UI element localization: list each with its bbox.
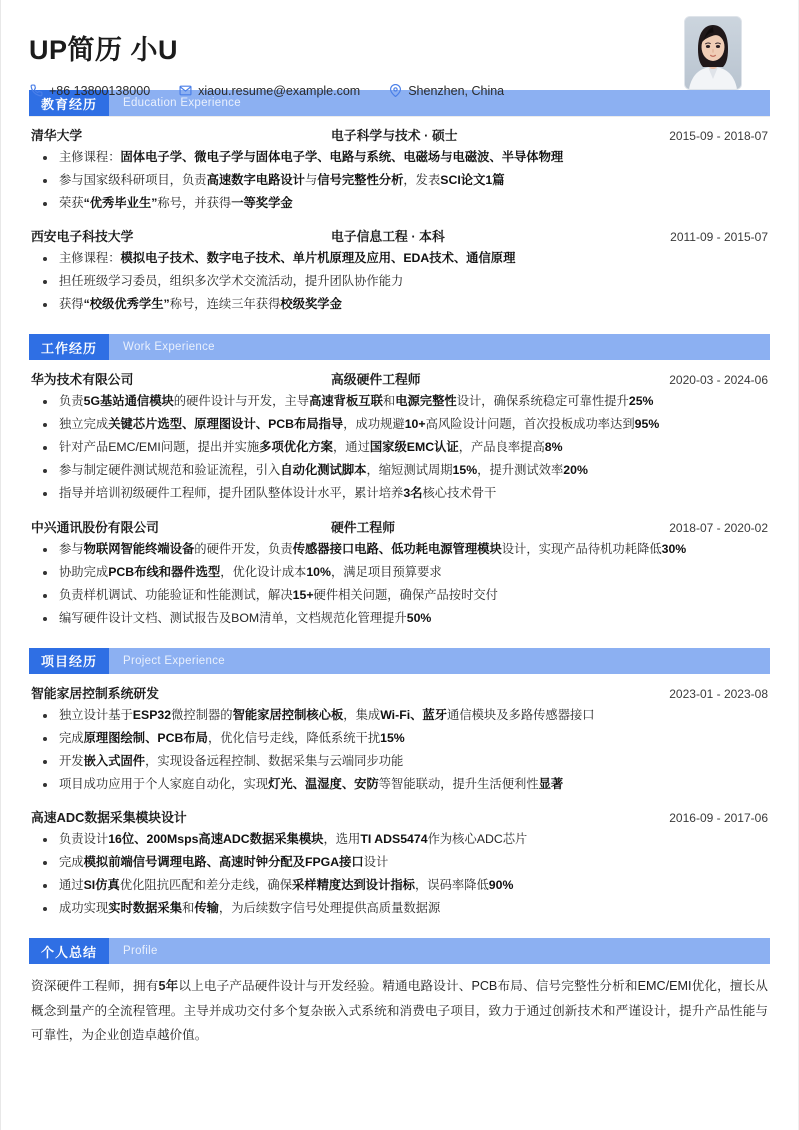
text-run: SCI论文1篇: [440, 173, 505, 188]
text-run: 参与: [59, 541, 84, 556]
text-run: 高风险设计问题，首次投板成功率达到: [425, 417, 635, 432]
text-run: 15%: [380, 730, 405, 745]
text-run: ，成功规避: [343, 417, 405, 432]
section-title-en: Work Experience: [123, 341, 215, 354]
entry-organization: 智能家居控制系统研发: [31, 685, 159, 701]
text-run: 与: [304, 173, 318, 188]
text-run: 设计，确保系统稳定可靠性提升: [456, 394, 629, 409]
text-run: 关键芯片选型、原理图设计、PCB布局指导: [108, 417, 344, 432]
entry-date: 2020-03 - 2024-06: [669, 373, 768, 388]
entry-header: [29, 517, 770, 536]
text-run: TI ADS5474: [360, 831, 428, 846]
text-run: ，产品良率提高: [458, 440, 545, 455]
text-run: 设计，实现产品待机功耗降低: [501, 541, 662, 556]
text-run: 独立设计基于: [59, 707, 133, 722]
section-gap: [29, 922, 770, 938]
entry-organization: 中兴通讯股份有限公司: [31, 519, 159, 535]
text-run: 主修课程：: [59, 251, 121, 266]
bullet-item: [29, 295, 770, 314]
email-icon: [178, 84, 192, 98]
text-run: 荣获: [59, 196, 84, 211]
text-run: 8%: [544, 440, 563, 455]
text-run: 指导并培训初级硬件工程师，提升团队整体设计水平，累计培养: [59, 486, 404, 501]
bullet-item: [29, 171, 770, 190]
text-run: ，优化设计成本: [220, 564, 307, 579]
text-run: 担任班级学习委员，组织多次学术交流活动，提升团队协作能力: [59, 274, 404, 289]
text-run: 针对产品EMC/EMI问题，提出并实施: [59, 440, 260, 455]
page-title: UP简历 小U: [29, 35, 179, 65]
text-run: 负责设计: [59, 831, 109, 846]
section-header-profile: [29, 938, 770, 964]
text-run: ，误码率降低: [414, 877, 489, 892]
text-run: 通过: [59, 877, 84, 892]
section-header-work: [29, 334, 770, 360]
text-run: 15+: [292, 587, 314, 602]
section-title-en: Profile: [123, 945, 158, 958]
text-run: 负责: [59, 394, 84, 409]
entry-header: [29, 369, 770, 388]
section-gap: [29, 318, 770, 334]
text-run: 和: [382, 394, 396, 409]
entry-role: 电子信息工程 · 本科: [331, 229, 445, 245]
bullet-item: [29, 540, 770, 559]
text-run: 等智能联动，提升生活便利性: [378, 776, 539, 791]
entry-role: 高级硬件工程师: [331, 372, 421, 388]
text-run: ，选用: [323, 831, 361, 846]
text-run: 完成: [59, 730, 84, 745]
text-run: 固体电子学、微电子学与固体电子学、电路与系统、电磁场与电磁波、半导体物理: [120, 150, 564, 164]
resume-body: [1, 90, 798, 1048]
text-run: 传输: [194, 901, 219, 916]
contact-location[interactable]: [388, 84, 504, 98]
text-run: “校级优秀学生”: [83, 297, 170, 312]
section-title-cn: 教育经历: [29, 90, 109, 116]
entry-header: [29, 683, 770, 702]
text-run: 30%: [661, 541, 687, 556]
bullet-item: [29, 148, 770, 167]
section-title-en: Project Experience: [123, 654, 225, 667]
resume-header: [29, 0, 770, 98]
text-run: 物联网智能终端设备: [83, 541, 195, 556]
text-run: 90%: [488, 877, 514, 892]
entry-date: 2023-01 - 2023-08: [669, 686, 768, 701]
text-run: Wi-Fi、蓝牙: [380, 707, 448, 722]
contact-email-value: xiaou.resume@example.com: [198, 83, 361, 98]
text-run: 的硬件开发，负责: [194, 541, 293, 556]
bullet-item: [29, 438, 770, 457]
profile-paragraph: [29, 964, 770, 1048]
phone-icon: [29, 84, 43, 98]
text-run: 采样精度达到设计指标: [292, 877, 415, 892]
bullet-item: [29, 706, 770, 725]
avatar: [684, 16, 742, 90]
bullet-item: [29, 752, 770, 771]
bullet-item: [29, 729, 770, 748]
text-run: 主修课程：: [59, 150, 121, 164]
entry-bullet-list: [29, 148, 770, 213]
header-area: [1, 0, 798, 98]
section-body-education: [29, 116, 770, 314]
text-run: 一等奖学金: [231, 196, 293, 211]
entry: [29, 360, 770, 503]
bullet-item: [29, 392, 770, 411]
entry-bullet-list: [29, 830, 770, 918]
text-run: 原理图绘制、PCB布局: [83, 730, 208, 745]
text-run: 称号，并获得: [157, 196, 232, 211]
text-run: 的硬件设计与开发，主导: [173, 394, 310, 409]
entry-organization: 高速ADC数据采集模块设计: [31, 809, 187, 825]
text-run: ，满足项目预算要求: [330, 564, 442, 579]
entry: [29, 116, 770, 213]
entry: [29, 674, 770, 794]
entry-organization: 清华大学: [31, 128, 83, 143]
text-run: 成功实现: [59, 901, 109, 916]
text-run: 15%: [452, 463, 478, 478]
text-run: 称号，连续三年获得: [169, 297, 281, 312]
bullet-item: [29, 461, 770, 480]
text-run: 模拟电子技术、数字电子技术、单片机原理及应用、EDA技术、通信原理: [120, 251, 516, 266]
text-run: 编写硬件设计文档、测试报告及BOM清单，文档规范化管理提升: [59, 610, 407, 625]
entry-bullet-list: [29, 706, 770, 794]
text-run: ，为后续数字信号处理提供高质量数据源: [218, 901, 441, 916]
text-run: SI仿真: [83, 877, 120, 892]
entry-date: 2018-07 - 2020-02: [669, 520, 768, 535]
text-run: 10+: [404, 417, 426, 432]
header-divider: [29, 116, 770, 117]
entry-role: 电子科学与技术 · 硕士: [331, 128, 458, 143]
text-run: 项目成功应用于个人家庭自动化，实现: [59, 776, 269, 791]
entry-date: 2011-09 - 2015-07: [670, 230, 768, 245]
contact-phone[interactable]: [29, 84, 150, 98]
text-run: ，发表: [403, 173, 441, 188]
text-run: 嵌入式固件: [83, 753, 146, 768]
section-body-project: [29, 674, 770, 918]
section-body-work: [29, 360, 770, 627]
text-run: 资深硬件工程师，拥有: [31, 979, 159, 994]
text-run: 核心技术骨干: [422, 486, 497, 501]
text-run: 高速背板互联: [309, 394, 383, 409]
text-run: 显著: [538, 776, 564, 791]
text-run: 参与制定硬件测试规范和验证流程，引入: [59, 463, 281, 478]
location-icon: [388, 84, 402, 98]
bullet-item: [29, 563, 770, 582]
text-run: 协助完成: [59, 564, 109, 579]
text-run: 负责样机调试、功能验证和性能测试，解决: [59, 587, 293, 602]
entry-organization: 华为技术有限公司: [31, 372, 134, 388]
text-run: 95%: [634, 417, 660, 432]
text-run: 多项优化方案: [259, 440, 333, 455]
text-run: 参与国家级科研项目，负责: [59, 173, 207, 188]
text-run: 自动化测试脚本: [280, 463, 367, 478]
text-run: 传感器接口电路、低功耗电源管理模块: [292, 541, 502, 556]
bullet-item: [29, 484, 770, 503]
section-title-cn: 工作经历: [29, 334, 109, 360]
text-run: 设计: [363, 854, 389, 869]
text-run: 信号完整性分析: [317, 173, 404, 188]
entry-header: [29, 226, 770, 245]
bullet-item: [29, 272, 770, 291]
text-run: 16位、200Msps高速ADC数据采集模块: [108, 831, 324, 846]
bullet-item: [29, 775, 770, 794]
entry-bullet-list: [29, 540, 770, 628]
bullet-item: [29, 194, 770, 213]
text-run: 模拟前端信号调理电路、高速时钟分配及FPGA接口: [83, 854, 364, 869]
text-run: “优秀毕业生”: [83, 196, 158, 211]
text-run: ，缩短测试周期: [366, 463, 453, 478]
section-title-en: Education Experience: [123, 97, 241, 109]
text-run: 校级奖学金: [280, 297, 342, 312]
bullet-item: [29, 899, 770, 918]
contact-row: [29, 84, 770, 98]
text-run: 20%: [563, 463, 588, 478]
text-run: 以上电子产品硬件设计与开发经验。精通电路设计、PCB布局、信号完整性分析和EMC/EMI优化，擅长从概念到量产的全流程管理。主导并成功交付多个复杂嵌入式系统和消费电子项目，致力于通过创新技术和严谨设计，提升产品性能与可靠性，为企业创造卓越价值。: [31, 979, 768, 1043]
bullet-item: [29, 853, 770, 872]
bullet-item: [29, 876, 770, 895]
section-gap: [29, 632, 770, 648]
text-run: 微控制器的: [171, 707, 233, 722]
contact-location-value: Shenzhen, China: [408, 83, 505, 98]
bullet-item: [29, 249, 770, 268]
text-run: 通信模块及多路传感器接口: [447, 707, 595, 722]
bullet-item: [29, 609, 770, 628]
section-header-project: [29, 648, 770, 674]
entry-bullet-list: [29, 249, 770, 314]
contact-phone-value: +86 13800138000: [49, 83, 151, 98]
text-run: 国家级EMC认证: [369, 440, 459, 455]
bullet-item: [29, 586, 770, 605]
text-run: PCB布线和器件选型: [108, 564, 221, 579]
entry-date: 2015-09 - 2018-07: [669, 129, 768, 143]
text-run: ，优化信号走线，降低系统干扰: [207, 730, 381, 745]
entry-role: 硬件工程师: [331, 519, 395, 535]
text-run: 硬件相关问题，确保产品按时交付: [313, 587, 498, 602]
text-run: 5年: [158, 979, 179, 994]
text-run: ，通过: [332, 440, 370, 455]
entry-bullet-list: [29, 392, 770, 503]
text-run: 和: [182, 901, 195, 916]
text-run: 3名: [403, 486, 423, 501]
text-run: 10%: [306, 564, 331, 579]
text-run: ，集成: [343, 707, 381, 722]
text-run: 电源完整性: [395, 394, 457, 409]
text-run: 作为核心ADC芯片: [427, 831, 528, 846]
section-title-cn: 项目经历: [29, 648, 109, 674]
text-run: ，提升测试效率: [477, 463, 564, 478]
text-run: 5G基站通信模块: [83, 394, 174, 409]
text-run: 独立完成: [59, 417, 109, 432]
entry: [29, 508, 770, 628]
entry-date: 2016-09 - 2017-06: [669, 810, 768, 825]
entry-header: [29, 807, 770, 826]
text-run: 获得: [59, 297, 84, 312]
text-run: 灯光、温湿度、安防: [268, 776, 379, 791]
text-run: ESP32: [132, 707, 172, 722]
bullet-item: [29, 415, 770, 434]
contact-email[interactable]: [178, 84, 360, 98]
text-run: 25%: [628, 394, 654, 409]
entry-header: [29, 125, 770, 144]
section-title-cn: 个人总结: [29, 938, 109, 964]
text-run: 开发: [59, 753, 84, 768]
text-run: 50%: [406, 610, 432, 625]
entry: [29, 798, 770, 918]
text-run: 高速数字电路设计: [206, 173, 305, 188]
bullet-item: [29, 830, 770, 849]
text-run: 完成: [59, 854, 84, 869]
text-run: 实时数据采集: [108, 901, 182, 916]
entry-organization: 西安电子科技大学: [31, 229, 134, 245]
text-run: 优化阻抗匹配和差分走线，确保: [119, 877, 292, 892]
text-run: ，实现设备远程控制、数据采集与云端同步功能: [145, 753, 404, 768]
entry: [29, 217, 770, 314]
text-run: 智能家居控制核心板: [232, 707, 344, 722]
